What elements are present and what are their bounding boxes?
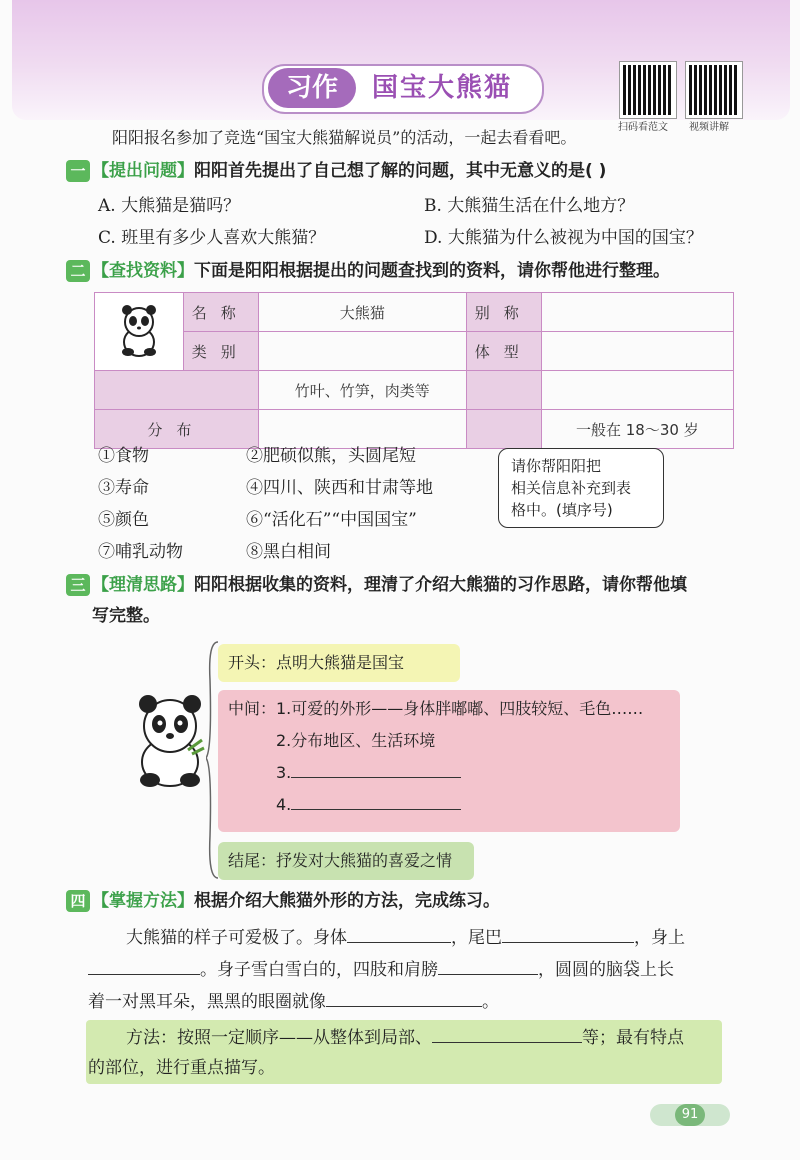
exercise-text: ，身上 — [634, 928, 685, 948]
page-title: 国宝大熊猫 — [372, 73, 513, 103]
section-tag: 【提出问题】 — [92, 161, 194, 181]
outline-number: 4. — [276, 795, 292, 814]
info-item: ①食物 — [98, 446, 149, 466]
section-badge: 三 — [66, 574, 90, 596]
outline-middle-line: 中间：1.可爱的外形——身体胖嘟嘟、四肢较短、毛色…… — [228, 699, 644, 718]
info-item: ③寿命 — [98, 478, 149, 498]
section-tag: 【查找资料】 — [92, 261, 194, 281]
exercise-line — [88, 990, 499, 1014]
method-text: 等；最有特点 — [582, 1028, 684, 1048]
label-blank-food[interactable] — [95, 371, 259, 410]
exercise-line — [88, 958, 674, 982]
value-distribution[interactable] — [258, 410, 466, 449]
page-number: 91 — [675, 1104, 705, 1126]
value-type[interactable] — [258, 332, 466, 371]
section-tag: 【掌握方法】 — [92, 891, 194, 911]
title-tag: 习作 — [268, 68, 356, 108]
option-c[interactable]: C. 班里有多少人喜欢大熊猫？ — [98, 228, 326, 248]
section-heading — [92, 159, 606, 183]
answer-blank[interactable] — [438, 974, 538, 975]
panda-icon — [130, 690, 210, 790]
info-item: ④四川、陕西和甘肃等地 — [246, 478, 433, 498]
outline-begin: 开头：点明大熊猫是国宝 — [218, 644, 460, 682]
info-item: ②肥硕似熊，头圆尾短 — [246, 446, 416, 466]
answer-blank[interactable] — [502, 942, 634, 943]
option-d[interactable]: D. 大熊猫为什么被视为中国的国宝？ — [424, 228, 703, 248]
info-item: ⑦哺乳动物 — [98, 542, 183, 562]
hint-line: 请你帮阳阳把 — [511, 457, 602, 475]
section-heading — [92, 573, 687, 597]
intro-text: 阳阳报名参加了竞选“国宝大熊猫解说员”的活动，一起去看看吧。 — [112, 128, 577, 147]
qr-caption: 扫码看范文 — [618, 122, 668, 133]
section-badge: 一 — [66, 160, 90, 182]
answer-blank[interactable] — [326, 1006, 482, 1007]
section-tag: 【理清思路】 — [92, 575, 194, 595]
exercise-text: 大熊猫的样子可爱极了。身体 — [126, 928, 347, 948]
value-size[interactable] — [541, 332, 733, 371]
value-blank[interactable] — [541, 371, 733, 410]
section-heading — [92, 889, 500, 913]
qr-caption: 视频讲解 — [689, 122, 729, 133]
method-text: 方法：按照一定顺序——从整体到局部、 — [126, 1028, 432, 1048]
section-text: 根据介绍大熊猫外形的方法，完成练习。 — [194, 891, 500, 911]
value-food: 竹叶、竹笋，肉类等 — [258, 371, 466, 410]
outline-end: 结尾：抒发对大熊猫的喜爱之情 — [218, 842, 474, 880]
panda-image — [95, 293, 184, 371]
section-badge: 二 — [66, 260, 90, 282]
label-name: 名称 — [183, 293, 258, 332]
label-type: 类别 — [183, 332, 258, 371]
section-text: 阳阳根据收集的资料，理清了介绍大熊猫的习作思路，请你帮他填 — [194, 575, 687, 595]
method-text: 的部位，进行重点描写。 — [88, 1058, 275, 1078]
option-b[interactable]: B. 大熊猫生活在什么地方？ — [424, 196, 635, 216]
outline-middle-line: 2.分布地区、生活环境 — [276, 731, 436, 750]
info-table — [94, 292, 734, 449]
label-alias: 别称 — [466, 293, 541, 332]
exercise-text: ，尾巴 — [451, 928, 502, 948]
info-item: ⑧黑白相间 — [246, 542, 331, 562]
exercise-line — [126, 926, 685, 950]
section-text: 阳阳首先提出了自己想了解的问题，其中无意义的是( ) — [194, 161, 607, 181]
hint-line: 格中。(填序号) — [511, 501, 613, 519]
info-item: ⑥“活化石”“中国国宝” — [246, 510, 417, 530]
exercise-text: 着一对黑耳朵，黑黑的眼圈就像 — [88, 992, 326, 1012]
answer-blank[interactable] — [432, 1042, 582, 1043]
section-text: 下面是阳阳根据提出的问题查找到的资料，请你帮他进行整理。 — [194, 261, 670, 281]
answer-blank[interactable] — [88, 974, 200, 975]
section-badge: 四 — [66, 890, 90, 912]
label-distribution: 分布 — [95, 410, 259, 449]
outline-middle-line — [228, 760, 670, 786]
qr-code-icon[interactable] — [620, 62, 676, 118]
section-heading — [92, 259, 670, 283]
section-text-cont: 写完整。 — [92, 606, 160, 626]
exercise-text: 。身子雪白雪白的，四肢和肩膀 — [200, 960, 438, 980]
outline-middle — [218, 690, 680, 832]
value-alias[interactable] — [541, 293, 733, 332]
answer-blank[interactable] — [291, 809, 461, 810]
info-item: ⑤颜色 — [98, 510, 149, 530]
panda-icon — [114, 302, 164, 358]
exercise-text: 。 — [482, 992, 499, 1012]
qr-code-icon[interactable] — [686, 62, 742, 118]
hint-bubble — [498, 448, 664, 528]
value-lifespan: 一般在 18～30 岁 — [541, 410, 733, 449]
method-line — [126, 1026, 684, 1050]
option-a[interactable]: A. 大熊猫是猫吗？ — [98, 196, 241, 216]
label-size: 体型 — [466, 332, 541, 371]
label-blank-life[interactable] — [466, 371, 541, 410]
outline-number: 3. — [276, 763, 292, 782]
answer-blank[interactable] — [347, 942, 451, 943]
value-name: 大熊猫 — [258, 293, 466, 332]
outline-middle-line — [228, 792, 670, 818]
hint-line: 相关信息补充到表 — [511, 479, 632, 497]
label-blank-lifespan[interactable] — [466, 410, 541, 449]
exercise-text: ，圆圆的脑袋上长 — [538, 960, 674, 980]
answer-blank[interactable] — [291, 777, 461, 778]
